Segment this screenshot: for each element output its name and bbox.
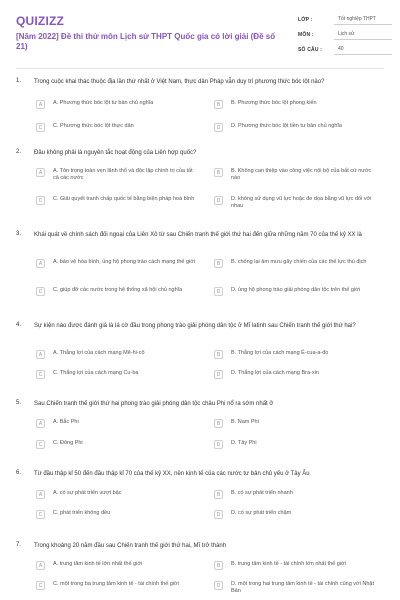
option-text: D. một trong hai trung tâm kinh tế - tài chính cùng với Nhật Bản [231, 581, 375, 594]
option-letter-badge: B [214, 419, 223, 428]
option-text: C. Phương thức bóc lột thực dân [53, 123, 134, 129]
option-c[interactable] [36, 440, 196, 449]
option-a[interactable] [36, 419, 196, 428]
meta-label: LỚP : [298, 16, 313, 23]
header-divider [16, 68, 384, 69]
option-text: B. Nam Phi [231, 419, 259, 425]
option-letter-badge: C [36, 581, 45, 590]
option-b[interactable] [214, 100, 374, 109]
question-text: Sự kiện nào được đánh giá là lá cờ đầu trong phong trào giải phóng dân tộc ở Mĩ latinh sau Chiến tranh thế giới thứ hai? [34, 323, 356, 329]
meta-row-class [298, 12, 392, 27]
option-letter-badge: A [36, 350, 45, 359]
question-text: Trong khoảng 20 năm đầu sau Chiến tranh thế giới thứ hai, Mĩ trở thành [34, 543, 227, 549]
option-d[interactable] [214, 510, 374, 519]
option-text: C. Giải quyết tranh chấp quốc tế bằng biện pháp hoà bình [53, 196, 195, 202]
option-letter-badge: C [36, 123, 45, 132]
question-number: 3. [16, 231, 22, 237]
option-text: C. phát triển không đều [53, 510, 111, 516]
option-text: B. Phương thức bóc lột phong kiến [231, 100, 317, 106]
option-text: A. Tôn trọng toàn vẹn lãnh thổ và độc lập chính trị của tất cả các nước [53, 168, 193, 181]
question-number: 4. [16, 322, 22, 328]
option-letter-badge: D [214, 581, 223, 590]
option-b[interactable] [214, 561, 374, 570]
option-letter-badge: D [214, 440, 223, 449]
meta-row-subject [298, 27, 392, 42]
option-c[interactable] [36, 370, 196, 379]
option-letter-badge: A [36, 259, 45, 268]
option-c[interactable] [36, 510, 196, 519]
option-d[interactable] [214, 581, 374, 595]
meta-row-count [298, 42, 392, 57]
question-number: 5. [16, 400, 22, 406]
meta-info [298, 12, 392, 57]
option-letter-badge: C [36, 370, 45, 379]
document-title: [Năm 2022] Đề thi thử môn Lịch sử THPT Quốc gia có lời giải (Đề số 21) [16, 32, 276, 51]
option-letter-badge: B [214, 168, 223, 177]
option-letter-badge: A [36, 168, 45, 177]
option-a[interactable] [36, 168, 196, 182]
option-c[interactable] [36, 287, 196, 296]
option-text: A. trung tâm kinh tế lớn nhất thế giới [53, 561, 143, 567]
question-number: 1. [16, 78, 22, 84]
question-text: Từ đầu thập kỉ 50 đến đầu thập kỉ 70 của thế kỷ XX, nền kinh tế của các nước tư bản chủ yếu ở Tây Âu [34, 471, 310, 477]
option-b[interactable] [214, 350, 374, 359]
option-b[interactable] [214, 259, 374, 268]
meta-value: 40 [334, 44, 392, 55]
meta-value: Lịch sử [334, 29, 392, 40]
option-letter-badge: C [36, 287, 45, 296]
option-text: A. Bắc Phi [53, 419, 79, 425]
option-text: B. Thắng lợi của cách mạng Ê-cua-a-đo [231, 350, 329, 356]
option-b[interactable] [214, 419, 374, 428]
page-header [0, 0, 400, 66]
option-text: D. có sự phát triển chậm [231, 510, 292, 516]
question-number: 6. [16, 470, 22, 476]
option-letter-badge: C [36, 196, 45, 205]
option-text: B. có sự phát triển nhanh [231, 490, 293, 496]
option-letter-badge: D [214, 370, 223, 379]
option-text: B. Không can thiệp vào công việc nội bộ của bất cứ nước nào [231, 168, 372, 181]
option-text: A. có sự phát triển vượt bậc [53, 490, 122, 496]
option-letter-badge: D [214, 123, 223, 132]
option-letter-badge: D [214, 196, 223, 205]
option-d[interactable] [214, 287, 374, 296]
option-text: C. Thắng lợi của cách mạng Cu-ba [53, 370, 139, 376]
question-text: Trong cuộc khai thác thuộc địa lần thứ nhất ở Việt Nam, thực dân Pháp vẫn duy trì phương thức bóc lột nào? [34, 79, 325, 85]
option-d[interactable] [214, 123, 374, 132]
question-text: Đâu không phải là nguyên tắc hoạt động của Liên hợp quốc? [34, 150, 197, 156]
option-letter-badge: B [214, 490, 223, 499]
option-letter-badge: A [36, 490, 45, 499]
option-d[interactable] [214, 440, 374, 449]
option-letter-badge: B [214, 561, 223, 570]
option-a[interactable] [36, 490, 196, 499]
option-text: B. chống lại âm mưu gây chiến của các thế lực thù địch [231, 259, 367, 265]
option-letter-badge: C [36, 510, 45, 519]
option-text: C. giúp đỡ các nước trong hệ thống xã hội chủ nghĩa [53, 287, 183, 293]
option-letter-badge: B [214, 259, 223, 268]
question-text: Sau Chiến tranh thế giới thứ hai phong trào giải phóng dân tộc châu Phi nổ ra sớm nhất ở [34, 401, 274, 407]
option-text: D. ủng hộ phong trào giải phóng dân tộc trên thế giới [231, 287, 360, 293]
option-b[interactable] [214, 168, 374, 182]
question-text: Khái quát về chính sách đối ngoại của Liên Xô từ sau Chiến tranh thế giới thứ hai đến giữa những năm 70 của thế kỷ XX là [34, 232, 362, 238]
option-letter-badge: B [214, 100, 223, 109]
meta-value: Tốt nghiệp THPT [334, 14, 392, 25]
option-letter-badge: B [214, 350, 223, 359]
option-text: C. Đông Phi [53, 440, 83, 446]
option-a[interactable] [36, 100, 196, 109]
option-text: A. Thắng lợi của cách mạng Mê-hi-cô [53, 350, 145, 356]
option-letter-badge: D [214, 510, 223, 519]
meta-label: MÔN : [298, 31, 314, 38]
question-number: 2. [16, 149, 22, 155]
option-letter-badge: A [36, 419, 45, 428]
option-c[interactable] [36, 123, 196, 132]
option-letter-badge: A [36, 561, 45, 570]
option-text: C. một trong ba trung tâm kinh tế - tài chính thế giới [53, 581, 179, 587]
option-c[interactable] [36, 581, 196, 590]
option-a[interactable] [36, 350, 196, 359]
option-d[interactable] [214, 370, 374, 379]
option-c[interactable] [36, 196, 196, 205]
meta-label: SỐ CÂU : [298, 46, 323, 53]
option-text: B. trung tâm kinh tế - tài chính lớn nhất thế giới [231, 561, 346, 567]
option-a[interactable] [36, 561, 196, 570]
option-text: D. Thắng lợi của cách mạng Bra-xin [231, 370, 319, 376]
option-letter-badge: A [36, 100, 45, 109]
option-a[interactable] [36, 259, 196, 268]
option-text: A. Phương thức bóc lột tư bản chủ nghĩa [53, 100, 154, 106]
option-text: D. Tây Phi [231, 440, 257, 446]
option-b[interactable] [214, 490, 374, 499]
option-text: D. Phương thức bóc lột tiền tư bản chủ nghĩa [231, 123, 342, 129]
option-letter-badge: C [36, 440, 45, 449]
question-number: 7. [16, 542, 22, 548]
option-text: A. bảo vệ hòa bình, ủng hộ phong trào cách mạng thế giới [53, 259, 196, 265]
option-d[interactable] [214, 196, 374, 210]
option-text: D. không sử dụng vũ lực hoặc đe dọa bằng vũ lực đối với nhau [231, 196, 372, 209]
option-letter-badge: D [214, 287, 223, 296]
quizizz-logo: QUIZIZZ [16, 14, 65, 28]
